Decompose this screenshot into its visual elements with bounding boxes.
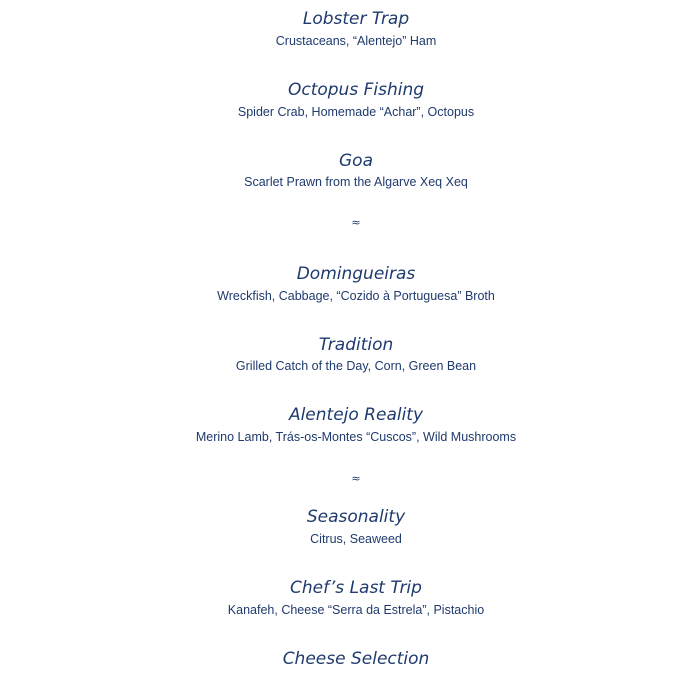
section-separator: ≈ bbox=[351, 216, 361, 229]
course-description-lobster-trap: Crustaceans, “Alentejo” Ham bbox=[275, 34, 437, 48]
course-description-seasonality: Citrus, Seaweed bbox=[310, 532, 402, 546]
course-title-alentejo-reality: Alentejo Reality bbox=[288, 405, 424, 425]
course-description-alentejo-reality: Merino Lamb, Trás-os-Montes “Cuscos”, Wild Mushrooms bbox=[195, 430, 517, 444]
course-description-goa: Scarlet Prawn from the Algarve Xeq Xeq bbox=[244, 175, 468, 189]
course-title-tradition: Tradition bbox=[318, 335, 394, 355]
course-title-lobster-trap: Lobster Trap bbox=[302, 9, 410, 29]
course-description-domingueiras: Wreckfish, Cabbage, “Cozido à Portuguesa” Broth bbox=[217, 289, 495, 303]
course-description-octopus-fishing: Spider Crab, Homemade “Achar”, Octopus bbox=[237, 105, 475, 119]
course-title-domingueiras: Domingueiras bbox=[296, 264, 416, 284]
course-description-chefs-last-trip: Kanafeh, Cheese “Serra da Estrela”, Pistachio bbox=[227, 603, 485, 617]
course-title-goa: Goa bbox=[339, 151, 373, 171]
course-title-octopus-fishing: Octopus Fishing bbox=[287, 80, 425, 100]
section-separator: ≈ bbox=[351, 472, 361, 485]
course-title-seasonality: Seasonality bbox=[306, 507, 406, 527]
course-title-chefs-last-trip: Chef’s Last Trip bbox=[290, 578, 422, 598]
course-description-tradition: Grilled Catch of the Day, Corn, Green Bean bbox=[235, 359, 477, 373]
course-title-cheese-selection: Cheese Selection bbox=[282, 649, 430, 669]
